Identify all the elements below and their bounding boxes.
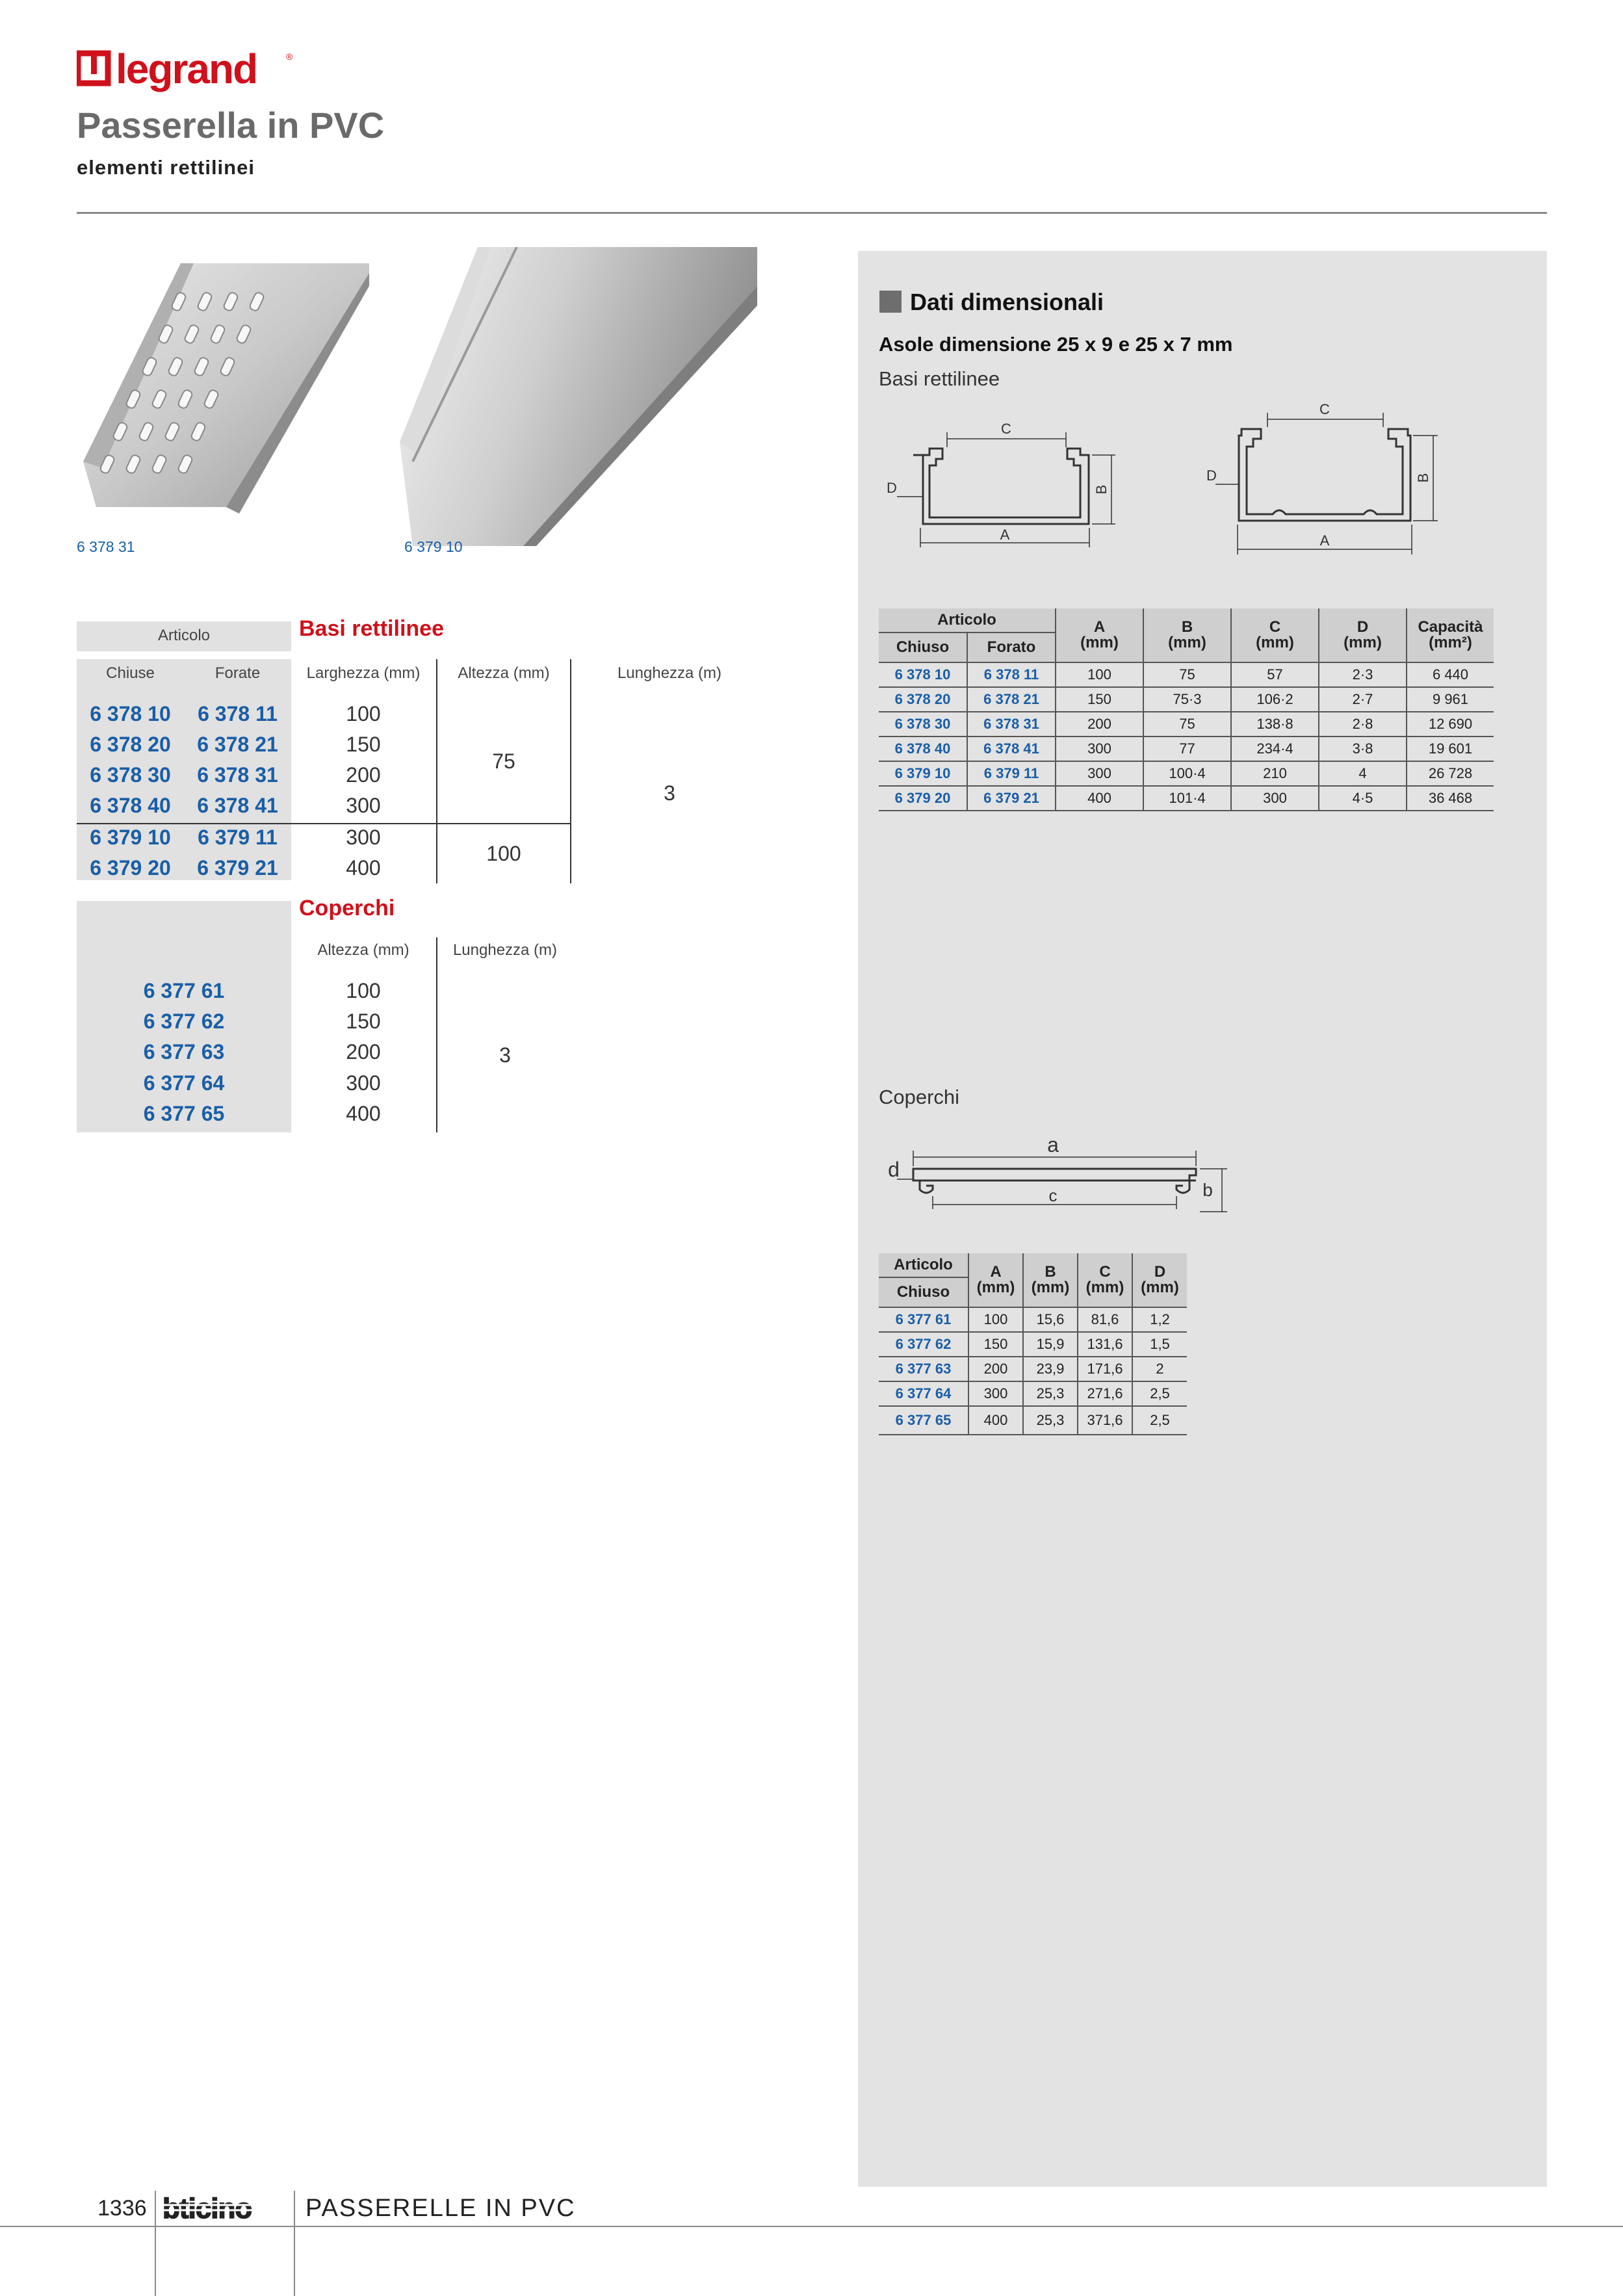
- bt-c: 300: [1231, 786, 1319, 811]
- dim-d-label-cop: d: [888, 1158, 900, 1181]
- asole-text: Asole dimensione 25 x 9 e 25 x 7 mm: [879, 333, 1233, 356]
- dim-d-label-1: D: [887, 480, 897, 496]
- ct-a: 100: [968, 1307, 1023, 1332]
- cop-col-altezza: Altezza (mm): [317, 941, 409, 959]
- cop-altezza-1: 100: [346, 979, 381, 1002]
- bticino-logo: [161, 2195, 291, 2223]
- table-row: [879, 712, 1494, 737]
- footer-vline-2: [294, 2191, 295, 2296]
- ct-code: 6 377 65: [879, 1406, 968, 1435]
- ct-a: 400: [968, 1406, 1023, 1435]
- footer-section-title: PASSERELLE IN PVC: [305, 2195, 576, 2222]
- basi-forate-1: 6 378 11: [198, 702, 278, 725]
- perforated-tray-photo: [77, 254, 369, 527]
- bt-b: 75·3: [1143, 687, 1231, 712]
- bt-forato: 6 378 31: [967, 712, 1056, 737]
- dati-title: Dati dimensionali: [910, 289, 1104, 315]
- bt-d: 3·8: [1319, 737, 1407, 761]
- base-perforated-diagram: [1196, 393, 1482, 562]
- bt-d: 2·8: [1319, 712, 1407, 737]
- bt-chiuso: 6 379 10: [879, 761, 967, 786]
- bt-chiuso: 6 378 30: [879, 712, 967, 737]
- ct-c: 171,6: [1078, 1357, 1132, 1381]
- basi-forate-6: 6 379 21: [197, 856, 278, 880]
- header-divider: [77, 212, 1547, 214]
- basi-chiuse-6: 6 379 20: [90, 856, 171, 880]
- col-forate: Forate: [214, 664, 261, 682]
- col-altezza: Altezza (mm): [458, 664, 550, 682]
- basi-larghezza-1: 100: [346, 702, 381, 725]
- ct-b: 25,3: [1023, 1381, 1078, 1406]
- bt-c: 234·4: [1231, 737, 1319, 761]
- bt-a: 300: [1056, 737, 1143, 761]
- table-row: [879, 1307, 1187, 1332]
- dim-d-label-2: D: [1206, 467, 1217, 484]
- ct-h-articolo: Articolo: [879, 1253, 968, 1277]
- basi-larghezza-6: 400: [346, 856, 381, 880]
- table-row: [879, 1406, 1187, 1435]
- bt-chiuso: 6 378 40: [879, 737, 967, 761]
- ct-d: 1,5: [1132, 1332, 1187, 1357]
- table-row: [879, 1381, 1187, 1406]
- basi-forate-5: 6 379 11: [198, 826, 278, 849]
- bt-h-d: D (mm): [1319, 608, 1407, 662]
- dim-c-label-1: C: [1001, 421, 1011, 437]
- table-row: [879, 687, 1494, 712]
- ct-d: 1,2: [1132, 1307, 1187, 1332]
- bt-b: 75: [1143, 662, 1231, 687]
- bt-b: 77: [1143, 737, 1231, 761]
- cop-code-5: 6 377 65: [143, 1102, 225, 1125]
- basi-group-divider: [77, 823, 571, 824]
- table-row: [879, 1332, 1187, 1357]
- ct-h-chiuso: Chiuso: [879, 1277, 968, 1307]
- basi-larghezza-3: 200: [346, 763, 381, 787]
- bt-forato: 6 378 41: [967, 737, 1056, 761]
- basi-chiuse-1: 6 378 10: [90, 702, 171, 725]
- cop-code-2: 6 377 62: [143, 1010, 225, 1033]
- bt-a: 300: [1056, 761, 1143, 786]
- table-row: [879, 786, 1494, 811]
- bt-d: 4·5: [1319, 786, 1407, 811]
- base-closed-diagram: [877, 403, 1137, 559]
- bt-c: 210: [1231, 761, 1319, 786]
- basi-forate-2: 6 378 21: [197, 733, 278, 756]
- photo-2-caption: 6 379 10: [404, 538, 463, 555]
- table-row: [879, 662, 1494, 687]
- page-title: Passerella in PVC: [77, 105, 385, 146]
- col-articolo: Articolo: [157, 627, 211, 644]
- ct-b: 23,9: [1023, 1357, 1078, 1381]
- bt-a: 400: [1056, 786, 1143, 811]
- ct-c: 271,6: [1078, 1381, 1132, 1406]
- basi-chiuse-5: 6 379 10: [90, 826, 171, 849]
- page-number: 1336: [97, 2196, 147, 2221]
- dim-b-label-2: B: [1415, 473, 1431, 483]
- ct-a: 200: [968, 1357, 1023, 1381]
- dim-a-label-cop: a: [1047, 1133, 1059, 1156]
- closed-tray-photo: [400, 247, 757, 546]
- ct-c: 81,6: [1078, 1307, 1132, 1332]
- dim-b-label-cop: b: [1202, 1180, 1213, 1200]
- footer-divider: [0, 2226, 1623, 2227]
- bt-h-a: A (mm): [1056, 608, 1143, 662]
- coperchi-dimension-table: [879, 1253, 1187, 1435]
- bt-cap: 26 728: [1407, 761, 1494, 786]
- ct-d: 2: [1132, 1357, 1187, 1381]
- coperchi-vline: [436, 937, 437, 1132]
- dim-a-label-2: A: [1319, 532, 1330, 549]
- bt-a: 150: [1056, 687, 1143, 712]
- bt-forato: 6 379 21: [967, 786, 1056, 811]
- bticino-wordmark: bticino: [162, 2195, 252, 2223]
- table-row: [879, 761, 1494, 786]
- bt-h-chiuso: Chiuso: [879, 633, 967, 662]
- basi-larghezza-5: 300: [346, 826, 381, 849]
- bt-b: 101·4: [1143, 786, 1231, 811]
- bt-chiuso: 6 378 10: [879, 662, 967, 687]
- table-row: [879, 1357, 1187, 1381]
- ct-c: 131,6: [1078, 1332, 1132, 1357]
- bt-d: 2·7: [1319, 687, 1407, 712]
- basi-chiuse-2: 6 378 20: [90, 733, 171, 756]
- dim-b-label-1: B: [1093, 484, 1110, 495]
- bt-c: 106·2: [1231, 687, 1319, 712]
- basi-drawing-label: Basi rettilinee: [879, 367, 1000, 390]
- cop-altezza-5: 400: [346, 1102, 381, 1125]
- ct-h-d: D (mm): [1132, 1253, 1187, 1307]
- bt-h-c: C (mm): [1231, 608, 1319, 662]
- ct-b: 15,9: [1023, 1332, 1078, 1357]
- ct-h-a: A (mm): [968, 1253, 1023, 1307]
- cop-code-1: 6 377 61: [143, 979, 225, 1002]
- ct-code: 6 377 62: [879, 1332, 968, 1357]
- svg-text:®: ®: [286, 51, 293, 62]
- bt-cap: 36 468: [1407, 786, 1494, 811]
- cop-altezza-4: 300: [346, 1071, 381, 1095]
- basi-chiuse-3: 6 378 30: [90, 763, 171, 787]
- bt-a: 200: [1056, 712, 1143, 737]
- coperchi-drawing-label: Coperchi: [879, 1086, 960, 1108]
- dim-c-label-2: C: [1319, 401, 1330, 417]
- bt-forato: 6 379 11: [967, 761, 1056, 786]
- ct-code: 6 377 64: [879, 1381, 968, 1406]
- ct-a: 300: [968, 1381, 1023, 1406]
- dim-a-label-1: A: [1000, 527, 1010, 543]
- bt-b: 100·4: [1143, 761, 1231, 786]
- cop-code-3: 6 377 63: [143, 1040, 225, 1063]
- bt-cap: 9 961: [1407, 687, 1494, 712]
- bt-c: 138·8: [1231, 712, 1319, 737]
- cop-code-4: 6 377 64: [143, 1071, 225, 1095]
- ct-a: 150: [968, 1332, 1023, 1357]
- bt-h-articolo: Articolo: [879, 608, 1056, 633]
- ct-code: 6 377 61: [879, 1307, 968, 1332]
- ct-h-c: C (mm): [1078, 1253, 1132, 1307]
- ct-b: 25,3: [1023, 1406, 1078, 1435]
- bt-forato: 6 378 11: [967, 662, 1056, 687]
- cop-col-lunghezza: Lunghezza (m): [452, 941, 558, 959]
- basi-altezza-group2: 100: [486, 842, 521, 865]
- bt-chiuso: 6 378 20: [879, 687, 967, 712]
- table-row: [879, 737, 1494, 761]
- col-larghezza: Larghezza (mm): [306, 664, 421, 682]
- basi-altezza-group1: 75: [492, 750, 515, 773]
- ct-d: 2,5: [1132, 1381, 1187, 1406]
- basi-lunghezza: 3: [664, 781, 675, 805]
- basi-chiuse-4: 6 378 40: [90, 794, 171, 817]
- bt-cap: 19 601: [1407, 737, 1494, 761]
- basi-larghezza-4: 300: [346, 794, 381, 817]
- bt-h-b: B (mm): [1143, 608, 1231, 662]
- col-lunghezza: Lunghezza (m): [617, 664, 722, 682]
- bt-h-cap: Capacità (mm²): [1407, 608, 1494, 662]
- dim-c-label-cop: c: [1048, 1186, 1058, 1205]
- bt-d: 2·3: [1319, 662, 1407, 687]
- bt-c: 57: [1231, 662, 1319, 687]
- legrand-wordmark: legrand: [116, 46, 257, 92]
- photo-1-caption: 6 378 31: [77, 538, 135, 555]
- legrand-logo: [77, 46, 298, 104]
- ct-b: 15,6: [1023, 1307, 1078, 1332]
- coperchio-diagram: [877, 1131, 1241, 1222]
- section-square-icon: [879, 291, 902, 313]
- page-subtitle: elementi rettilinei: [77, 156, 255, 179]
- bt-cap: 12 690: [1407, 712, 1494, 737]
- bt-d: 4: [1319, 761, 1407, 786]
- coperchi-section-title: Coperchi: [299, 896, 395, 920]
- bt-a: 100: [1056, 662, 1143, 687]
- basi-section-title: Basi rettilinee: [299, 616, 444, 641]
- basi-larghezza-2: 150: [346, 733, 381, 756]
- bt-h-forato: Forato: [967, 633, 1056, 662]
- col-chiuse: Chiuse: [106, 664, 155, 682]
- cop-lunghezza: 3: [499, 1043, 511, 1067]
- cop-altezza-3: 200: [346, 1040, 381, 1063]
- footer-vline-1: [155, 2191, 156, 2296]
- bt-chiuso: 6 379 20: [879, 786, 967, 811]
- basi-forate-3: 6 378 31: [197, 763, 278, 787]
- ct-code: 6 377 63: [879, 1357, 968, 1381]
- ct-h-b: B (mm): [1023, 1253, 1078, 1307]
- bt-forato: 6 378 21: [967, 687, 1056, 712]
- ct-d: 2,5: [1132, 1406, 1187, 1435]
- bt-cap: 6 440: [1407, 662, 1494, 687]
- bt-b: 75: [1143, 712, 1231, 737]
- basi-forate-4: 6 378 41: [197, 794, 278, 817]
- cop-altezza-2: 150: [346, 1010, 381, 1033]
- basi-dimension-table: [879, 608, 1494, 811]
- ct-c: 371,6: [1078, 1406, 1132, 1435]
